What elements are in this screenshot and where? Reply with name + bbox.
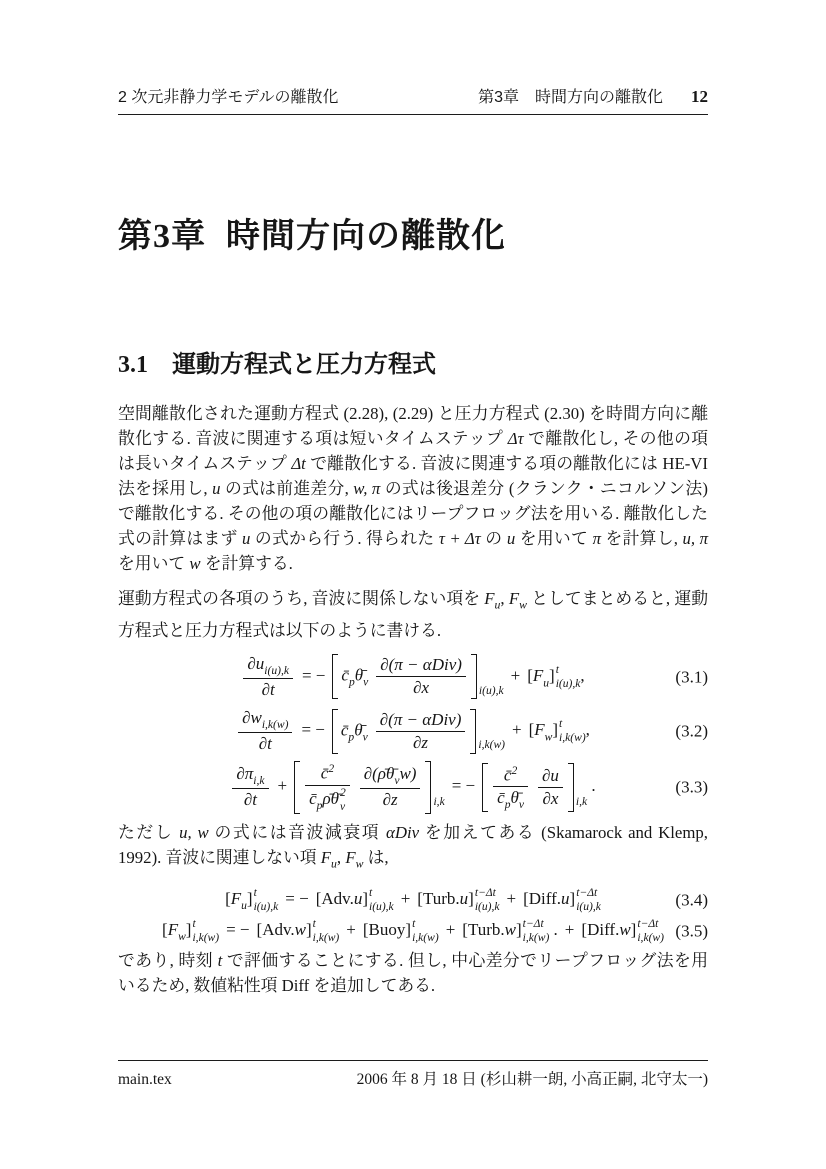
page-footer (118, 1060, 708, 1089)
equation-3-5-label: (3.5) (675, 921, 708, 941)
equation-3-2 (118, 707, 708, 755)
paragraph-2: 運動方程式の各項のうち, 音波に関係しない項を $F_u$, $F_w$ としてまとめると, 運動方程式と圧力方程式は以下のように書ける. (118, 589, 708, 640)
header-right (478, 84, 708, 107)
chapter-number: 第3章 (118, 218, 206, 255)
running-header (118, 84, 708, 115)
equation-3-1-body: $\frac{\partial u_{i(u),k}}{\partial t}$ = − $c̄_p\thetā_v$ $\frac{\text{∂(π − αDiv)}}{\partial x}$ $_{i(u),k}+ [F_u]$ t i(u),k , (241, 653, 584, 701)
section-title: 運動方程式と圧力方程式 (172, 351, 436, 378)
header-left-title: 2 次元非静力学モデルの離散化 (118, 89, 339, 106)
equation-3-1-label: (3.1) (675, 667, 708, 687)
chapter-heading (118, 208, 708, 257)
equation-3-3-body: $\frac{\partial\pi_{i,k}}{\partial t}$ + c̄$^2$ $c̄_p\rhō\thetā$ 2 v $\frac{\partial(\rhō\thetā_vw)}{\partial z}$ $_{i,k}$= − $\frac{c̄^2}{c̄_p\thetā_v}$ $\frac{\partial u}{\partial x}$ $_{i,k}$ . (230, 761, 595, 813)
paragraph-4: であり, 時刻 t で評価することにする. 但し, 中心差分でリープフロッグ法を用いるため, 数値粘性項 Diff を追加してある. (118, 950, 708, 995)
main-text-column (118, 401, 708, 1008)
equation-3-4-body: $[F_u]$ t i(u),k = − [Adv.u] t i(u),k + [Turb.u] t−Δt i(u),k + [Diff.u] t−Δt i(u),k (225, 886, 601, 914)
equation-3-5-body: $[F_w]$ t i,k(w) = − [Adv.w] t i,k(w) + [Buoy] t i,k(w) + [Turb.w] t−Δt i,k(w) . + [Diff.w] t−Δt i,k(w) (162, 916, 664, 944)
chapter-title: 時間方向の離散化 (226, 217, 506, 255)
equation-3-2-label: (3.2) (675, 721, 708, 741)
section-heading (118, 344, 708, 379)
footer-filename: main.tex (118, 1071, 172, 1088)
equation-3-1 (118, 653, 708, 701)
equation-3-3-label: (3.3) (675, 777, 708, 797)
equation-3-5 (118, 917, 708, 945)
equation-3-4 (118, 886, 708, 914)
equation-3-2-body: $\frac{\partial w_{i,k(w)}}{\partial t}$ = − $c̄_p\thetā_v$ $\frac{\text{∂(π − αDiv)}}{\partial z}$ $_{i,k(w)}+ [F_w]$ t i,k(w) , (236, 707, 590, 755)
paragraph-1: 空間離散化された運動方程式 (2.28), (2.29) と圧力方程式 (2.30) を時間方向に離散化する. 音波に関連する項は短いタイムステップ Δτ で離散化し, その他の項は長いタイムステップ Δt で離散化する. 音波に関連する項の離散化には HE-VI 法を採用し, u の式は前進差分, w, π の式は後退差分 (クランク・ニコルソン法) で離散化する. その他の項の離散化にはリープフロッグ法を用いる. 離散化した式の計算はまず u の式から行う. 得られた τ + Δτ の u を用いて π を計算し, u, π を用いて w を計算する. (118, 404, 709, 573)
equation-3-3 (118, 761, 708, 813)
page-number: 12 (691, 87, 708, 106)
header-chapter-title: 第3章 時間方向の離散化 (478, 89, 663, 106)
section-number: 3.1 (118, 352, 148, 378)
equation-3-4-label: (3.4) (675, 890, 708, 910)
paragraph-3: ただし u, w の式には音波減衰項 αDiv を加えてある (Skamarock and Klemp, 1992). 音波に関連しない項 $F_u$, $F_w$ は, (118, 822, 708, 871)
footer-date-authors: 2006 年 8 月 18 日 (杉山耕一朗, 小高正嗣, 北守太一) (356, 1071, 708, 1088)
